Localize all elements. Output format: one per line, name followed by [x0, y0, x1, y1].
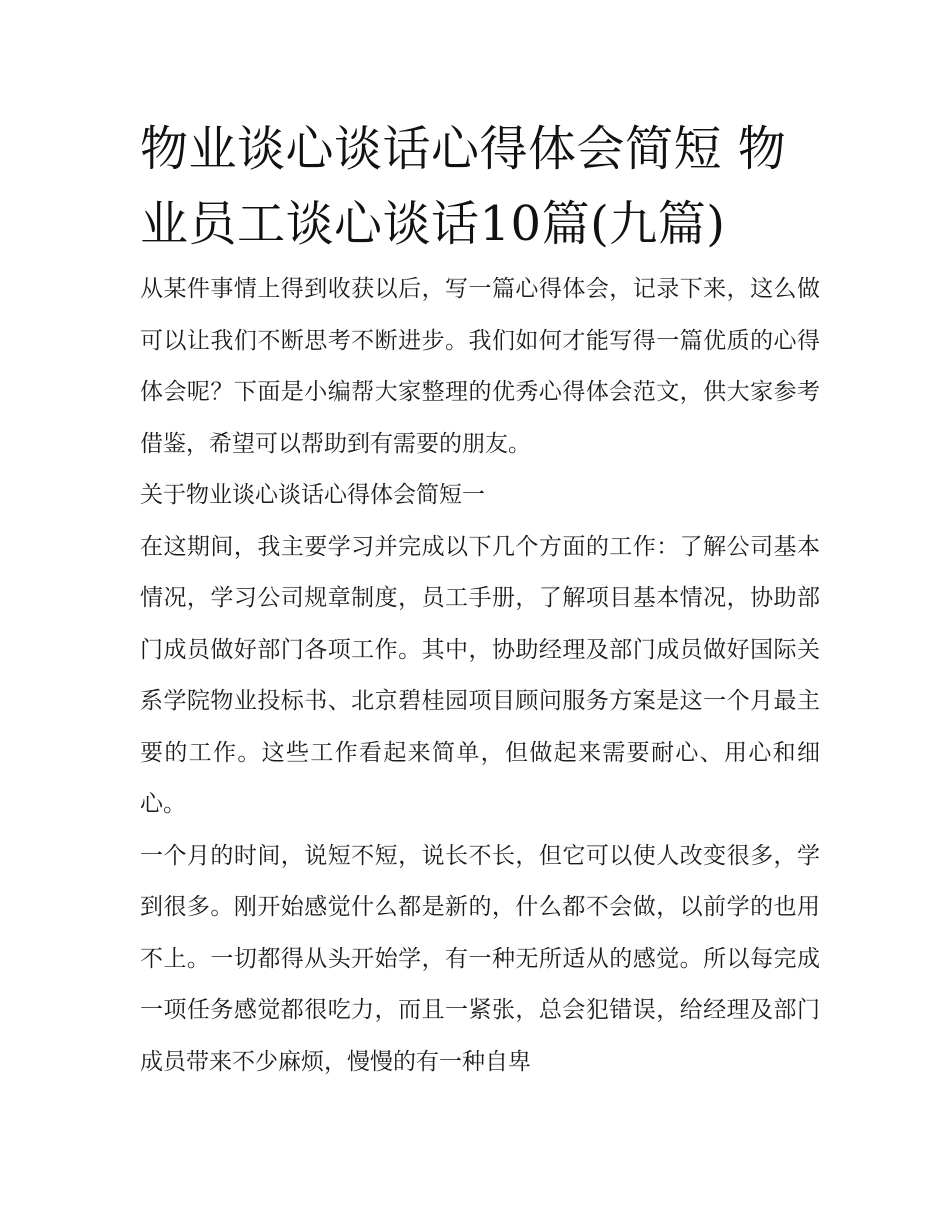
document-body [140, 112, 820, 1088]
document-title: 物业谈心谈话心得体会简短 物业员工谈心谈话10篇(九篇) [140, 121, 787, 252]
intro-paragraph: 从某件事情上得到收获以后，写一篇心得体会，记录下来，这么做可以让我们不断思考不断进步。我们如何才能写得一篇优质的心得体会呢？下面是小编帮大家整理的优秀心得体会范文，供大家参考借鉴，希望可以帮助到有需要的朋友。 [140, 276, 820, 457]
section-heading: 关于物业谈心谈话心得体会简短一 [140, 482, 485, 508]
body-paragraph: 在这期间，我主要学习并完成以下几个方面的工作：了解公司基本情况，学习公司规章制度，员工手册，了解项目基本情况，协助部门成员做好部门各项工作。其中，协助经理及部门成员做好国际关系学院物业投标书、北京碧桂园项目顾问服务方案是这一个月最主要的工作。这些工作看起来简单，但做起来需要耐心、用心和细心。 [140, 533, 820, 817]
body-paragraph: 一个月的时间，说短不短，说长不长，但它可以使人改变很多，学到很多。刚开始感觉什么都是新的，什么都不会做，以前学的也用不上。一切都得从头开始学，有一种无所适从的感觉。所以每完成一项任务感觉都很吃力，而且一紧张，总会犯错误，给经理及部门成员带来不少麻烦，慢慢的有一种自卑 [140, 842, 820, 1075]
